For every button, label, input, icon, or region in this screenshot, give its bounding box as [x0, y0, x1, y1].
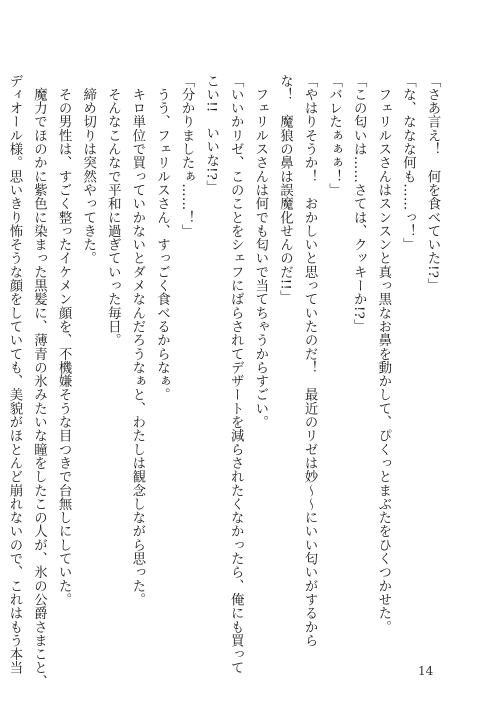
text-line: 「な、ななな何も……っ！」	[400, 74, 416, 252]
text-line: 魔力でほのかに紫色に染まった黒髪に、薄青の氷みたいな瞳をしたこの人が、氷の公爵さまこと、	[31, 74, 47, 689]
text-line: こい!! いいな!?」	[203, 74, 219, 194]
text-line: キロ単位で買っていかないとダメなんだろうなぁと、わたしは観念しながら思った。	[129, 74, 145, 607]
text-line: そんなこんなで平和に過ぎていった毎日。	[105, 74, 121, 347]
text-line: 「バレたぁぁぁ！」	[326, 74, 342, 197]
text-line: フェリルスさんは何でも匂いで当てちゃうからすごい。	[252, 74, 268, 429]
text-line: 「さあ言え！ 何を食べていた!?」	[425, 74, 440, 292]
text-line: フェリルスさんはスンスンと真っ黒なお鼻を動かして、ぴくっとまぶたをひくつかせた。	[375, 74, 391, 634]
text-line: な！ 魔狼の鼻は誤魔化せんのだ!!」	[277, 74, 293, 304]
page-number: 14	[418, 664, 434, 678]
text-line: その男性は、すごく整ったイケメン顔を、不機嫌そうな目つきで台無しにしていた。	[56, 74, 72, 607]
text-line: 「分かりましたぁ……！」	[179, 74, 195, 238]
text-line: 「いいかリゼ、このことをシェフにばらされてデザートを減らされたくなかったら、俺にも買って	[228, 74, 244, 675]
text-line: 締め切りは突然やってきた。	[80, 74, 96, 266]
text-line: うう、フェリルスさん、すっごく食べるからなぁ。	[154, 74, 170, 402]
text-line: 「この匂いは……さては、クッキーか!?」	[351, 74, 367, 333]
text-line: ディオール様。思いきり怖そうな顔をしていても、美貌がほとんど崩れないので、これはもう本当	[6, 74, 22, 675]
text-line: 「やはりそうか！ おかしいと思っていたのだ！ 最近のリゼは妙〜〜にいい匂いがするから	[302, 74, 318, 648]
